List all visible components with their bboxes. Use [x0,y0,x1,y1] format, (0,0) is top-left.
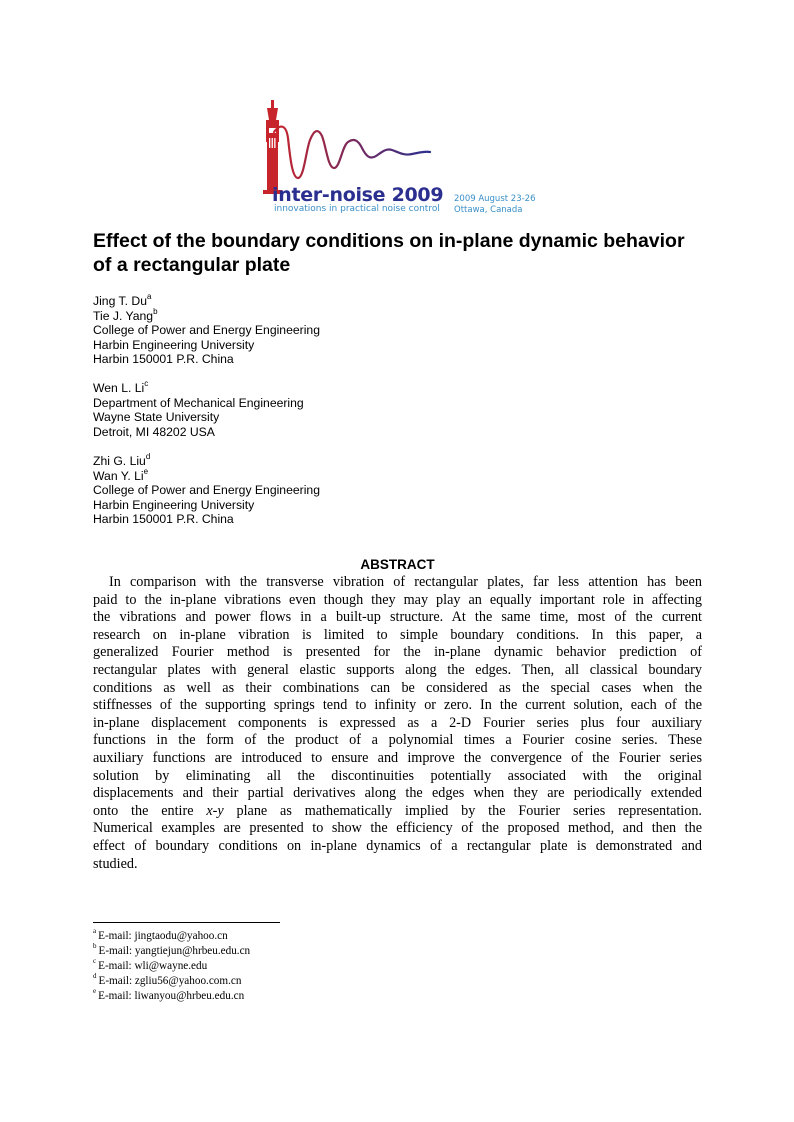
footnote: $^a$ E-mail: jingtaodu@yahoo.cn [93,927,228,942]
abstract-line: displacements and their partial derivatives along the edges when they are periodically extended [93,785,702,802]
abstract-line: onto the entire x-y plane as mathematically implied by the Fourier series representation. [93,802,702,819]
conference-tagline: innovations in practical noise control [274,204,440,214]
conference-location: Ottawa, Canada [454,205,523,215]
affiliation-line: Department of Mechanical Engineering [93,395,304,410]
affiliation-line: College of Power and Energy Engineering [93,483,320,498]
footnote: $^c$ E-mail: wli@wayne.edu [93,957,208,972]
author-group [93,291,493,367]
abstract-line: generalized Fourier method is presented for the in-plane dynamic behavior prediction of [93,644,702,661]
abstract-line: rectangular plates with general elastic supports along the edges. Then, all classical boundary [93,661,702,678]
affiliation-line: Harbin 150001 P.R. China [93,512,234,527]
affiliation-line: College of Power and Energy Engineering [93,323,320,338]
abstract-line: in-plane displacement components is expressed as a 2-D Fourier series plus four auxiliary [93,714,702,731]
footnote-divider [93,922,280,923]
footnote: $^d$ E-mail: zgliu56@yahoo.com.cn [93,972,242,987]
conference-date: 2009 August 23-26 [454,194,536,204]
affiliation-line: Wayne State University [93,410,220,425]
affiliation-line: Detroit, MI 48202 USA [93,424,215,439]
abstract-line: solution by eliminating all the discontinuities potentially associated with the original [93,767,702,784]
affiliation-line: Harbin Engineering University [93,497,255,512]
abstract-line: paid to the in-plane vibrations even though they may play an equally important role in affecting [93,591,702,608]
abstract-line: Numerical examples are presented to show the efficiency of the proposed method, and then the [93,820,702,837]
author-name: Jing T. Du$^a$ [93,291,152,308]
abstract-line: studied. [93,855,138,872]
affiliation-line: Harbin 150001 P.R. China [93,352,234,367]
author-name: Wen L. Li$^c$ [93,378,149,395]
abstract-heading: ABSTRACT [360,557,435,572]
abstract-line: functions in the form of the product of a polynomial times a Fourier cosine series. These [93,732,702,749]
author-group [93,378,493,439]
conference-logo [258,98,548,218]
abstract-body [93,574,702,873]
paper-title: Effect of the boundary conditions on in-plane dynamic behavior of a rectangular plate [93,230,685,276]
footnote: $^b$ E-mail: yangtiejun@hrbeu.edu.cn [93,942,251,957]
author-name: Zhi G. Liu$^d$ [93,451,151,468]
conference-name: inter-noise 2009 [272,184,444,206]
sound-wave-icon [274,127,430,178]
abstract-line: auxiliary functions are introduced to ensure and improve the convergence of the Fourier series [93,749,702,766]
abstract-line: In comparison with the transverse vibration of rectangular plates, far less attention has been [109,574,702,590]
abstract-line: conditions as well as their combinations can be considered as the special cases when the [93,679,702,696]
author-name: Wan Y. Li$^e$ [93,466,149,483]
author-group [93,451,493,527]
abstract-line: the vibrations and power flows in a built-up structure. At the same time, most of the current [93,609,702,626]
abstract-line: effect of boundary conditions on in-plane dynamics of a rectangular plate is demonstrated and [93,837,702,854]
abstract-line: stiffnesses of the supporting springs tend to infinity or zero. In the current solution, each of the [93,697,702,714]
abstract-line: research on in-plane vibration is limited to simple boundary conditions. In this paper, a [93,626,702,643]
italic-term: x-y [206,802,224,819]
affiliation-line: Harbin Engineering University [93,337,255,352]
footnote: $^e$ E-mail: liwanyou@hrbeu.edu.cn [93,987,245,1002]
author-name: Tie J. Yang$^b$ [93,306,158,323]
footnotes [93,929,493,1004]
